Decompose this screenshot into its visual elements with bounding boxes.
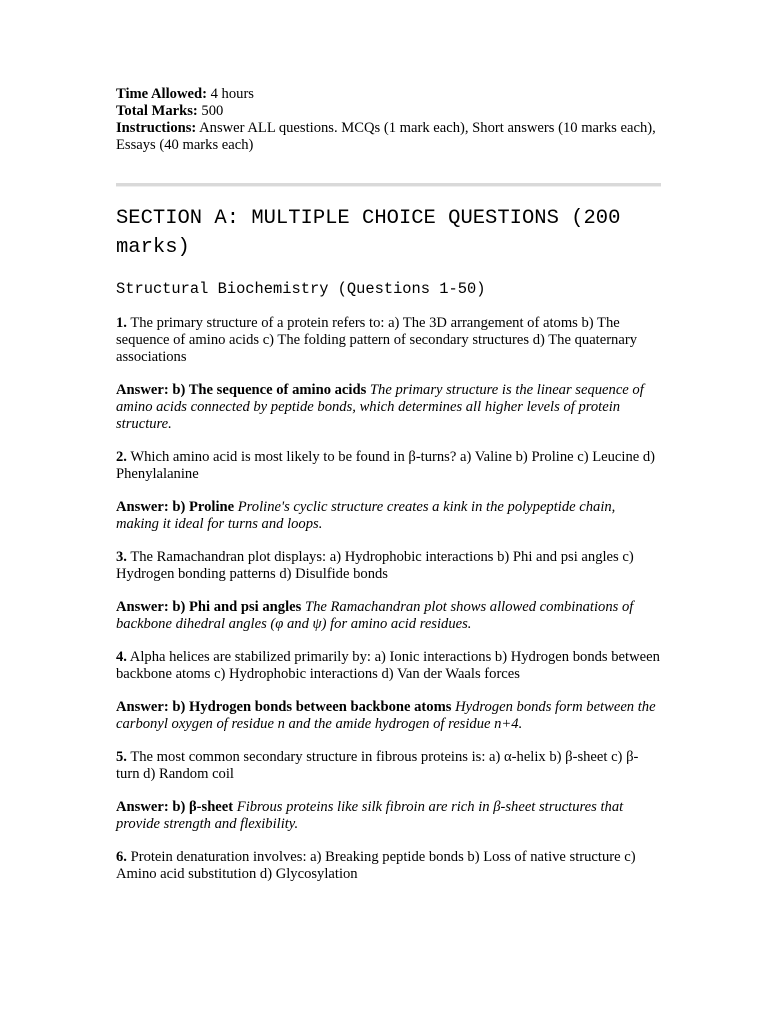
answer-1	[116, 382, 661, 433]
question-number: 2.	[116, 449, 127, 465]
exam-document	[116, 86, 661, 883]
subsection-title: Structural Biochemistry (Questions 1-50)	[116, 280, 486, 298]
time-allowed-value: 4 hours	[210, 86, 254, 102]
question-number: 4.	[116, 649, 127, 665]
question-number: 6.	[116, 849, 127, 865]
answer-heading: Answer: b) Proline	[116, 499, 235, 515]
answer-3	[116, 599, 661, 633]
section-title: SECTION A: MULTIPLE CHOICE QUESTIONS (200 marks)	[116, 207, 621, 259]
question-text: Which amino acid is most likely to be found in β-turns? a) Valine b) Proline c) Leucine d) Phenylalanine	[116, 449, 656, 482]
question-2	[116, 449, 661, 483]
question-1	[116, 315, 661, 366]
answer-explanation: Proline's cyclic structure creates a kink in the polypeptide chain, making it ideal for turns and loops.	[116, 499, 616, 532]
answer-heading: Answer: b) Phi and psi angles	[116, 599, 302, 615]
answer-explanation: The Ramachandran plot shows allowed combinations of backbone dihedral angles (φ and ψ) for amino acid residues.	[116, 599, 634, 632]
horizontal-divider	[116, 183, 661, 187]
answer-2	[116, 499, 661, 533]
question-text: Protein denaturation involves: a) Breaking peptide bonds b) Loss of native structure c) Amino acid substitution d) Glycosylation	[116, 849, 636, 882]
question-list	[116, 315, 661, 883]
instructions-line	[116, 120, 661, 154]
answer-heading: Answer: b) The sequence of amino acids	[116, 382, 367, 398]
answer-explanation: The primary structure is the linear sequence of amino acids connected by peptide bonds, which determines all higher levels of protein structure.	[116, 382, 644, 432]
total-marks-label: Total Marks:	[116, 103, 198, 119]
question-text: Alpha helices are stabilized primarily by: a) Ionic interactions b) Hydrogen bonds between backbone atoms c) Hydrophobic interactions d) Van der Waals forces	[116, 649, 660, 682]
time-allowed-label: Time Allowed:	[116, 86, 207, 102]
question-text: The Ramachandran plot displays: a) Hydrophobic interactions b) Phi and psi angles c) Hydrogen bonding patterns d) Disulfide bonds	[116, 549, 634, 582]
answer-explanation: Fibrous proteins like silk fibroin are rich in β-sheet structures that provide strength and flexibility.	[116, 799, 624, 832]
question-number: 3.	[116, 549, 127, 565]
instructions-label: Instructions:	[116, 120, 197, 136]
answer-heading: Answer: b) β-sheet	[116, 799, 234, 815]
question-number: 1.	[116, 315, 127, 331]
exam-header	[116, 86, 661, 154]
answer-explanation: Hydrogen bonds form between the carbonyl oxygen of residue n and the amide hydrogen of residue n+4.	[116, 699, 656, 732]
question-5	[116, 749, 661, 783]
question-text: The primary structure of a protein refers to: a) The 3D arrangement of atoms b) The sequence of amino acids c) The folding pattern of secondary structures d) The quaternary associations	[116, 315, 637, 365]
answer-5	[116, 799, 661, 833]
instructions-value: Answer ALL questions. MCQs (1 mark each), Short answers (10 marks each), Essays (40 marks each)	[116, 120, 656, 153]
question-4	[116, 649, 661, 683]
question-number: 5.	[116, 749, 127, 765]
total-marks-line	[116, 103, 661, 120]
question-6	[116, 849, 661, 883]
total-marks-value: 500	[201, 103, 224, 119]
answer-4	[116, 699, 661, 733]
time-allowed-line	[116, 86, 661, 103]
question-text: The most common secondary structure in fibrous proteins is: a) α-helix b) β-sheet c) β-turn d) Random coil	[116, 749, 639, 782]
question-3	[116, 549, 661, 583]
answer-heading: Answer: b) Hydrogen bonds between backbone atoms	[116, 699, 452, 715]
